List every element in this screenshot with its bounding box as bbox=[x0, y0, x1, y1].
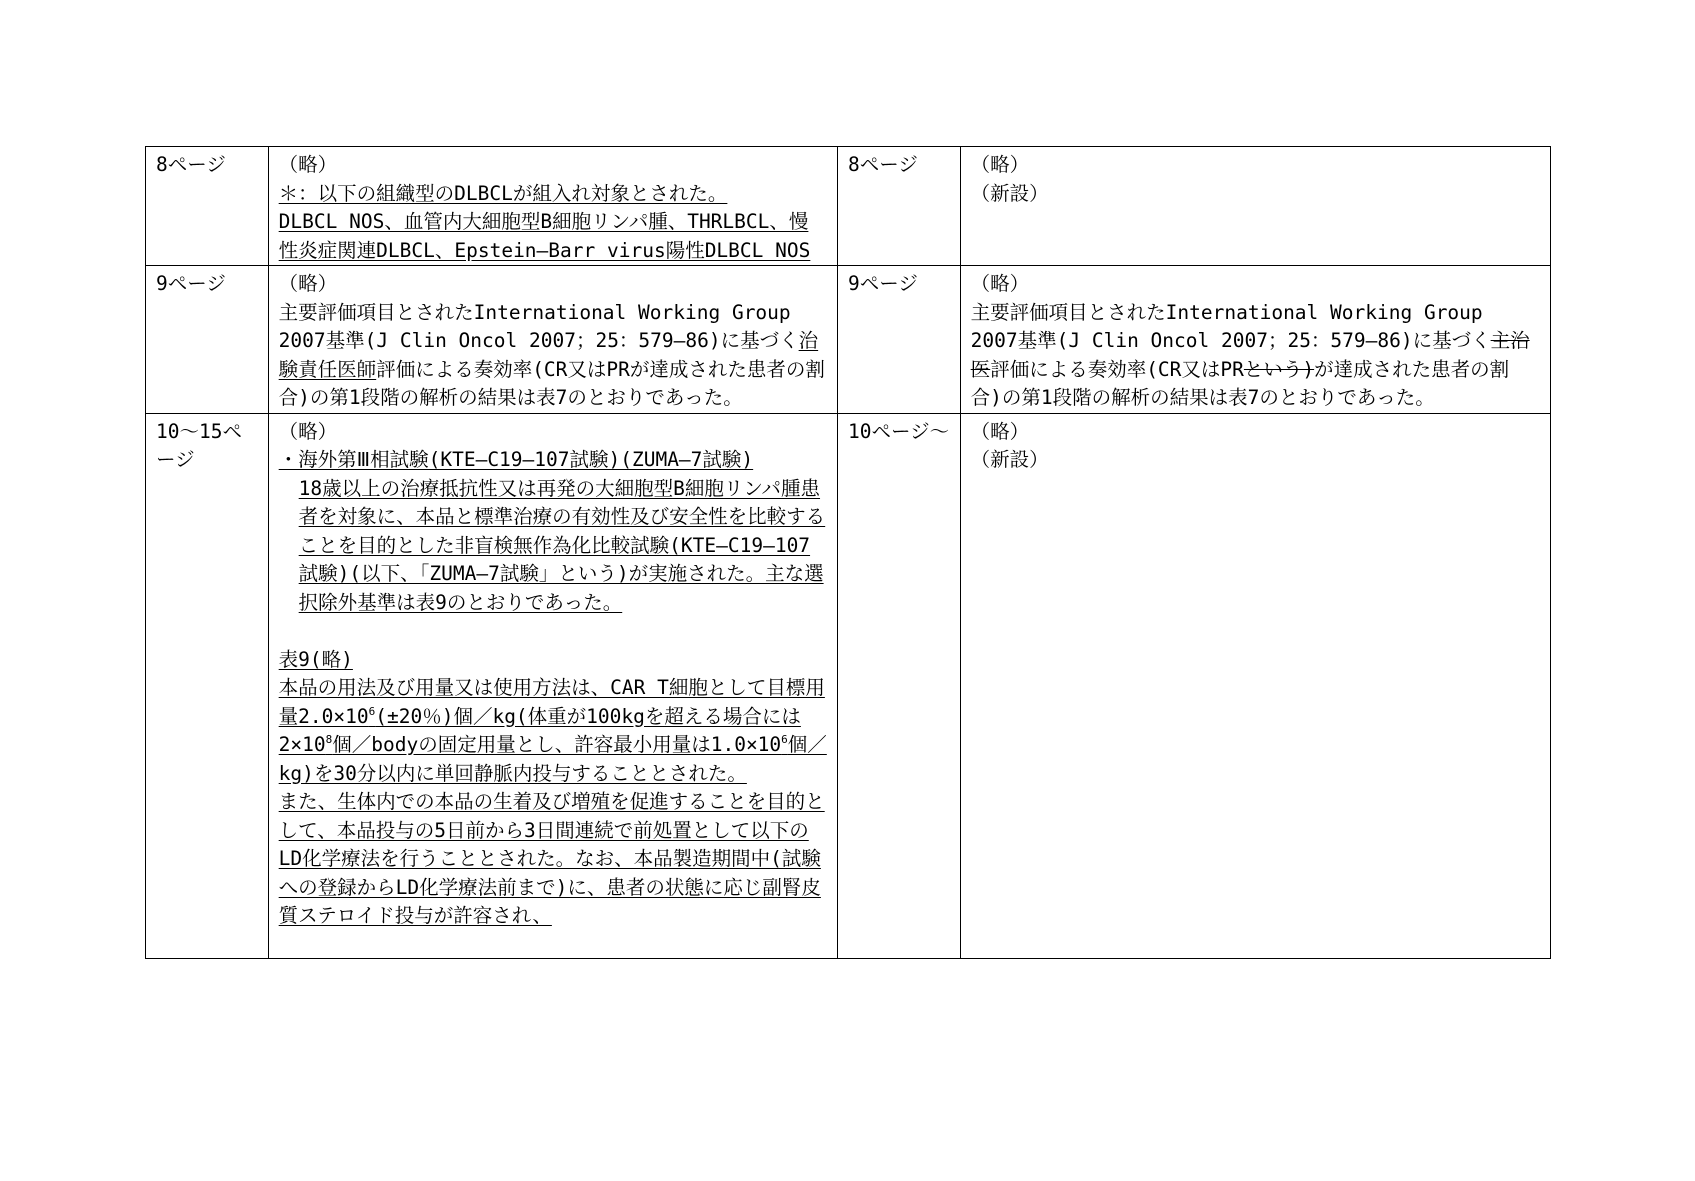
omitted-note: （略） bbox=[970, 272, 1030, 295]
exponent: 8 bbox=[325, 733, 333, 746]
table-reference: 表9(略) bbox=[278, 647, 353, 671]
revised-text-cell bbox=[268, 413, 837, 958]
body-text: 主要評価項目とされたInternational Working Group 2007基準(J Clin Oncol 2007；25：579―86)に基づく bbox=[278, 300, 799, 352]
revision-comparison-table bbox=[145, 146, 1551, 959]
original-text-cell bbox=[960, 413, 1550, 958]
omitted-note: （略） bbox=[278, 272, 338, 295]
omitted-note: （略） bbox=[970, 153, 1030, 176]
exponent: 6 bbox=[781, 733, 788, 746]
table-row bbox=[146, 266, 1551, 414]
omitted-note: （略） bbox=[278, 419, 338, 443]
body-text: 評価による奏効率(CR又はPRが達成された患者の割合)の第1段階の解析の結果は表7のとおりであった。 bbox=[278, 357, 825, 409]
revised-text-cell bbox=[268, 266, 837, 414]
table-row bbox=[146, 147, 1551, 266]
dosage-part: 本品の用法及び用量又は使用方法は、CAR T細胞として目標用量2.0×10 bbox=[278, 676, 825, 728]
added-text: ＊：以下の組織型のDLBCLが組入れ対象とされた。 bbox=[278, 181, 728, 205]
added-text: 治験責任医師 bbox=[278, 329, 819, 381]
section-heading: ・海外第Ⅲ相試験(KTE―C19―107試験)(ZUMA―7試験) bbox=[278, 448, 754, 471]
page-cell: 9ページ bbox=[838, 266, 961, 414]
body-text: が達成された患者の割合)の第1段階の解析の結果は表7のとおりであった。 bbox=[970, 357, 1510, 409]
added-text: また、生体内での本品の生着及び増殖を促進することを目的として、本品投与の5日前から3日間連続で前処置として以下のLD化学療法を行うこととされた。なお、本品製造期間中(試験への登録からLD化学療法前まで)に、患者の状態に応じ副腎皮質ステロイド投与が許容され、 bbox=[278, 790, 825, 927]
body-text: 主要評価項目とされたInternational Working Group 2007基準(J Clin Oncol 2007；25：579―86)に基づく bbox=[970, 300, 1491, 352]
deleted-text: 主治医 bbox=[970, 329, 1530, 381]
dosage-text bbox=[279, 674, 827, 788]
omitted-note: （略） bbox=[970, 419, 1030, 443]
original-text-cell bbox=[960, 147, 1550, 266]
omitted-note: （略） bbox=[278, 153, 338, 176]
page-cell: 9ページ bbox=[146, 266, 269, 414]
page-cell: 10～15ページ bbox=[146, 413, 269, 958]
page-cell: 10ページ～ bbox=[838, 413, 961, 958]
dosage-part: 個／bodyの固定用量とし、許容最小用量は1.0×10 bbox=[332, 733, 782, 756]
original-text-cell bbox=[960, 266, 1550, 414]
revised-text-cell bbox=[268, 147, 837, 266]
dosage-part: (±20％)個／kg(体重が100kgを超える場合には2×10 bbox=[278, 704, 801, 756]
table-row bbox=[146, 413, 1551, 958]
new-establishment-note: （新設） bbox=[970, 448, 1049, 471]
deleted-text: という) bbox=[1243, 357, 1315, 381]
page-cell: 8ページ bbox=[838, 147, 961, 266]
dosage-part: 個／kg)を30分以内に単回静脈内投与することとされた。 bbox=[278, 733, 827, 785]
new-establishment-note: （新設） bbox=[970, 181, 1049, 205]
blank-line bbox=[279, 617, 827, 646]
exponent: 6 bbox=[368, 704, 376, 718]
added-text: 18歳以上の治療抵抗性又は再発の大細胞型B細胞リンパ腫患者を対象に、本品と標準治療の有効性及び安全性を比較することを目的とした非盲検無作為化比較試験(KTE―C19―107試験)(以下、「ZUMA―7試験」という)が実施された。主な選択除外基準は表9のとおりであった。 bbox=[298, 476, 826, 614]
added-text: DLBCL NOS、血管内大細胞型B細胞リンパ腫、THRLBCL、慢性炎症関連DLBCL、Epstein―Barr virus陽性DLBCL NOS bbox=[278, 210, 811, 262]
page-cell: 8ページ bbox=[146, 147, 269, 266]
body-text: 評価による奏効率(CR又はPR bbox=[990, 357, 1244, 381]
